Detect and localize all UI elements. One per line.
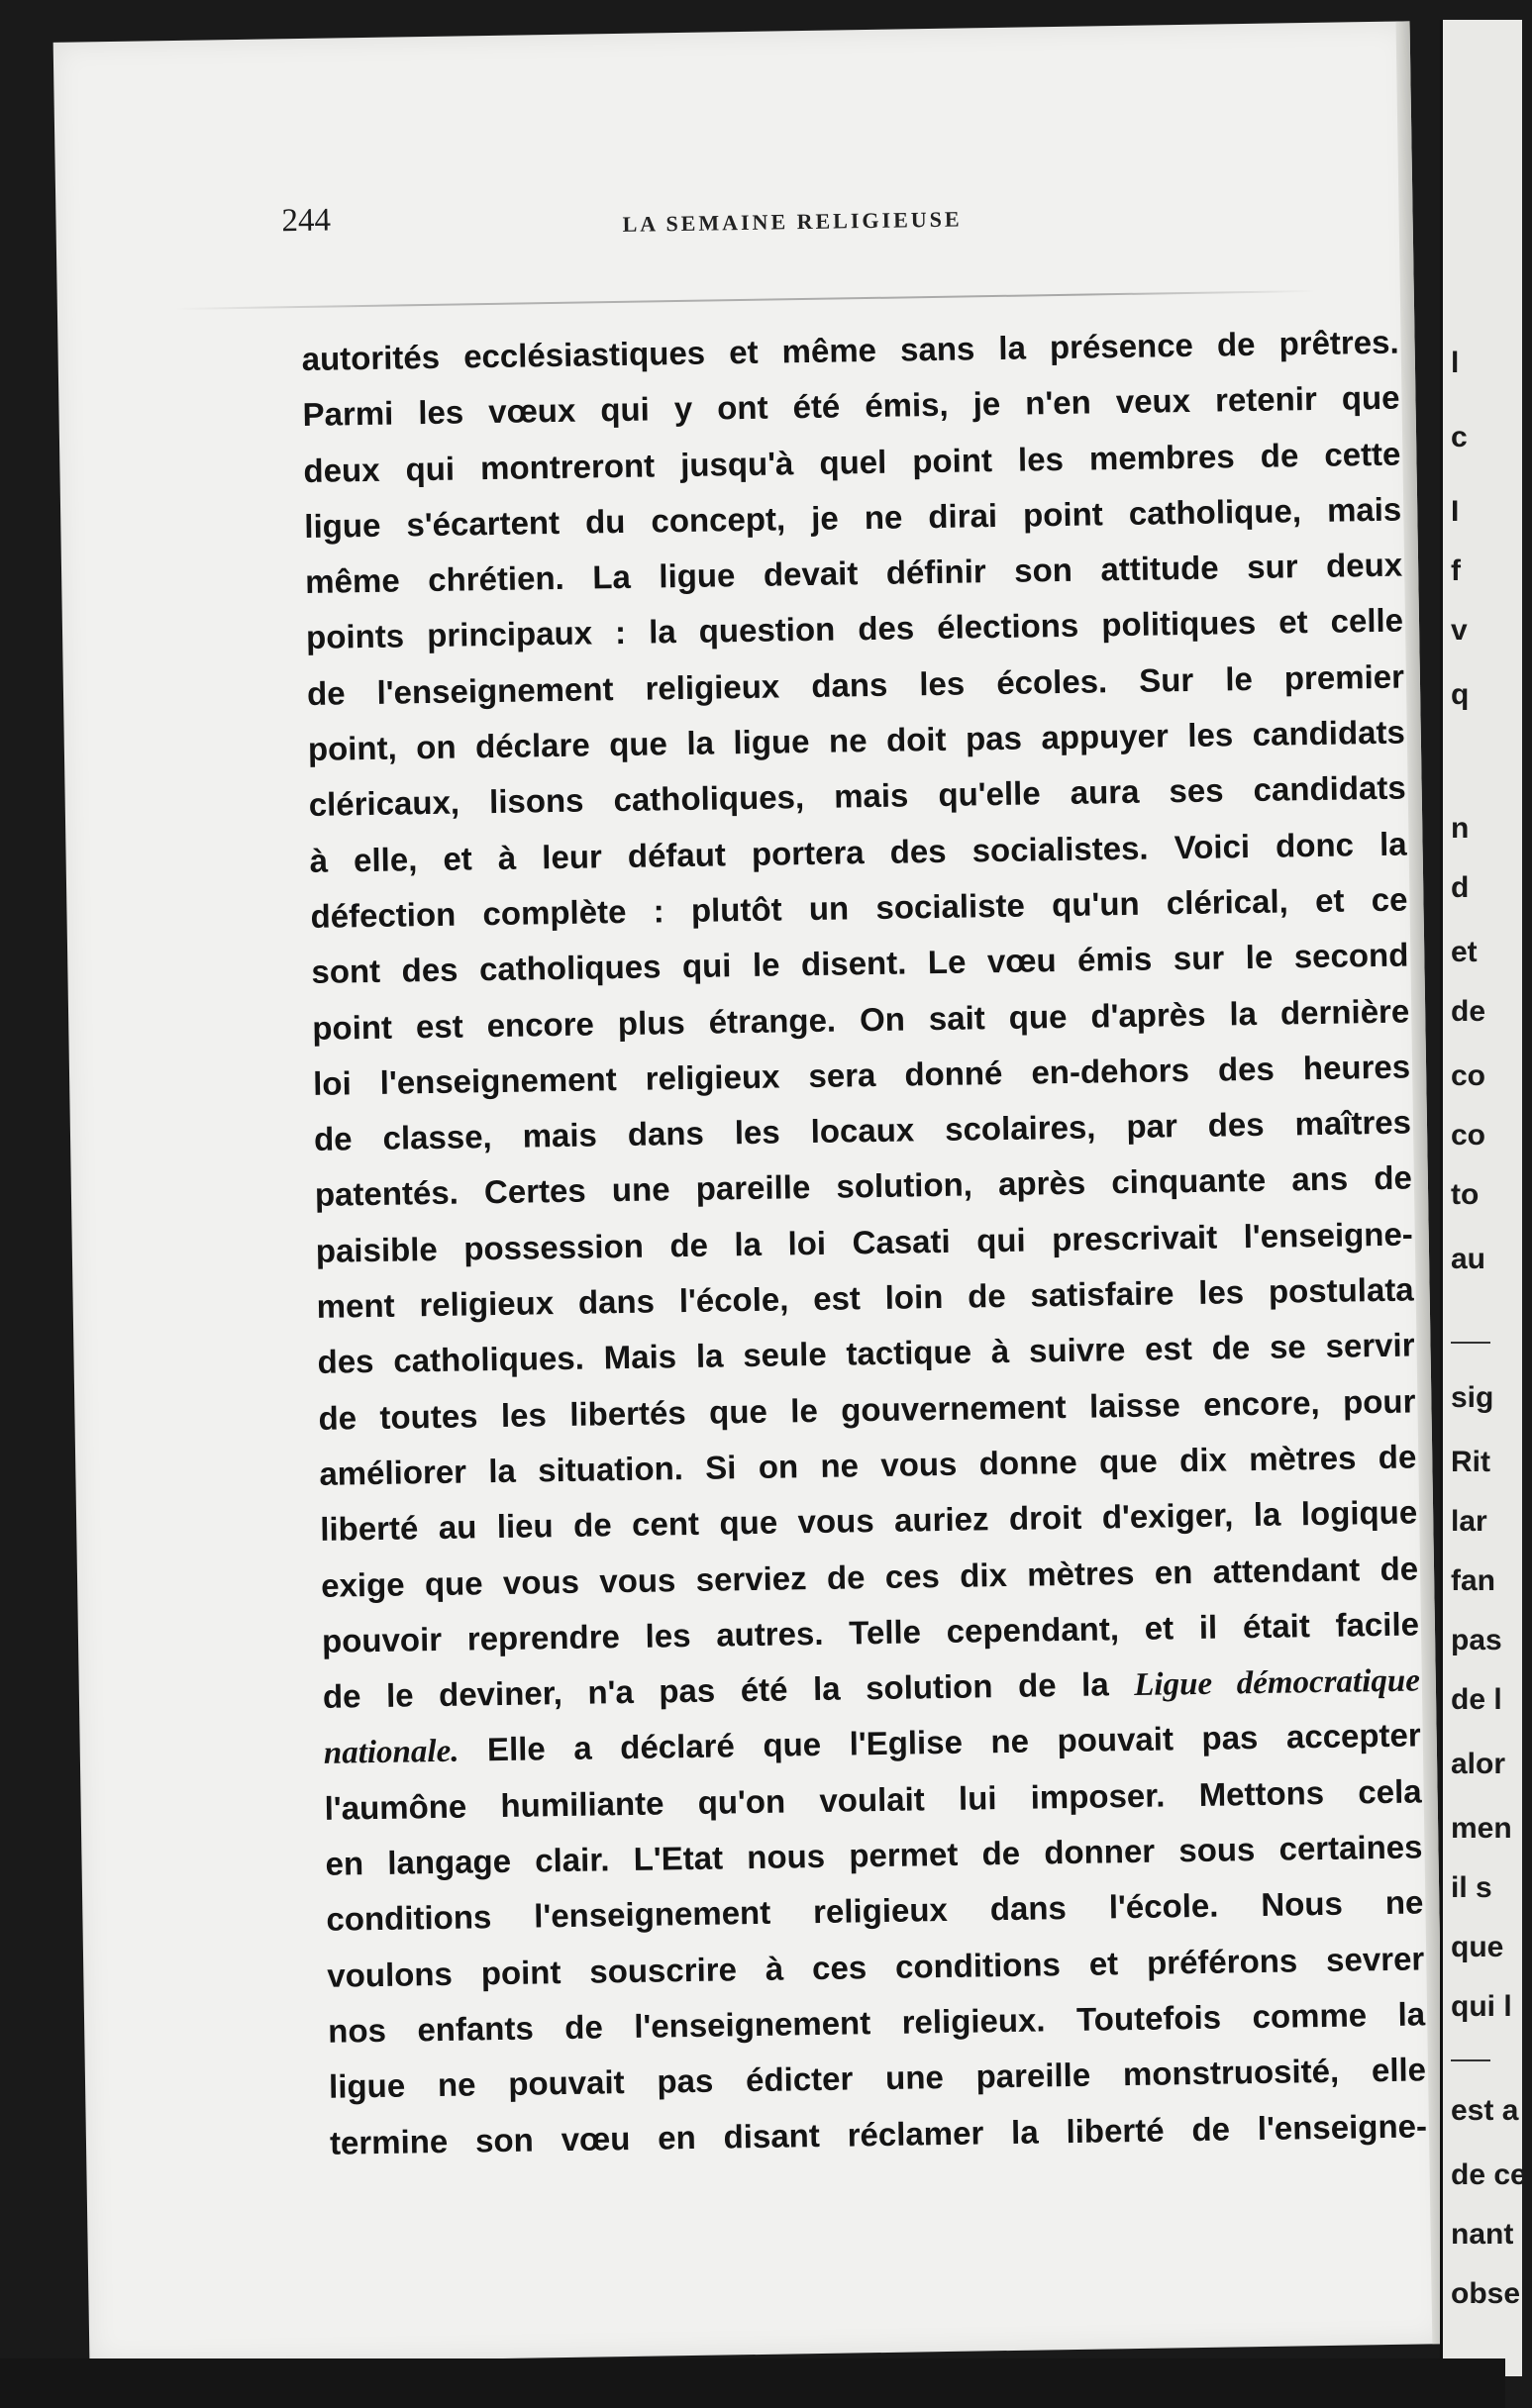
text-line: point, on déclare que la ligue ne doit pas appuyer les candidats [307, 713, 1406, 768]
text-line-segment: Elle a déclaré que l'Eglise ne pouvait pas accepter [459, 1716, 1421, 1769]
text-line: de classe, mais dans les locaux scolaires, par des maîtres [313, 1103, 1412, 1158]
text-line: ment religieux dans l'école, est loin de satisfaire les postulata [316, 1270, 1414, 1325]
text-line: améliorer la situation. Si on ne vous donne que dix mètres de [319, 1438, 1417, 1492]
text-line: point est encore plus étrange. On sait que d'après la dernière [312, 992, 1410, 1047]
text-line: pouvoir reprendre les autres. Telle cependant, et il était facile [321, 1605, 1420, 1659]
text-line: exige que vous vous serviez de ces dix mètres en attendant de [320, 1549, 1419, 1604]
next-page-text-fragment: fan [1451, 1564, 1495, 1597]
text-line: en langage clair. L'Etat nous permet de donner sous certaines [325, 1828, 1423, 1882]
text-line: sont des catholiques qui le disent. Le vœu émis sur le second [311, 936, 1409, 991]
text-line: de l'enseignement religieux dans les écoles. Sur le premier [306, 657, 1405, 712]
next-page-text-fragment: de [1451, 995, 1486, 1028]
next-page-text-fragment: alor [1451, 1748, 1506, 1780]
text-line: autorités ecclésiastiques et même sans la présence de prêtres. [301, 323, 1399, 377]
text-line: Parmi les vœux qui y ont été émis, je n'en veux retenir que [302, 378, 1400, 434]
text-line: cléricaux, lisons catholiques, mais qu'elle aura ses candidats [308, 768, 1406, 824]
next-page-text-fragment: obser [1451, 2277, 1532, 2310]
next-page-text-fragment: que [1451, 1931, 1504, 1963]
next-page-text-fragment: et [1451, 936, 1478, 968]
next-page-rule [1451, 1342, 1490, 1344]
body-text [301, 315, 1427, 2171]
text-line: nos enfants de l'enseignement religieux. Toutefois comme la [327, 1995, 1426, 2050]
text-line: patentés. Certes une pareille solution, après cinquante ans de [314, 1158, 1413, 1214]
text-line: deux qui montreront jusqu'à quel point les membres de cette [303, 435, 1401, 489]
italic-league-name: Ligue démocratique [1133, 1662, 1421, 1704]
running-title: LA SEMAINE RELIGIEUSE [622, 206, 963, 237]
next-page-text-fragment: n [1451, 812, 1470, 845]
next-page-text-fragment: d [1451, 871, 1470, 904]
next-page-text-fragment: de ce [1451, 2158, 1527, 2191]
text-line: à elle, et à leur défaut portera des socialistes. Voici donc la [309, 825, 1407, 879]
text-line: même chrétien. La ligue devait définir son attitude sur deux [304, 546, 1403, 601]
book-page [53, 21, 1447, 2364]
text-line: ligue ne pouvait pas édicter une pareille monstruosité, elle [328, 2051, 1427, 2105]
header-rule [176, 290, 1315, 310]
next-page-text-fragment: qui l [1451, 1990, 1512, 2023]
text-line: l'aumône humiliante qu'on voulait lui imposer. Mettons cela [324, 1772, 1422, 1827]
next-page-text-fragment: est a [1451, 2094, 1519, 2127]
page-header [281, 187, 1312, 272]
next-page-text-fragment: il s [1451, 1871, 1492, 1904]
next-page-text-fragment: Rit [1451, 1446, 1490, 1478]
italic-league-name-end: nationale. [323, 1734, 460, 1772]
text-line-segment: de le deviner, n'a pas été la solution de la [322, 1665, 1109, 1715]
next-page-text-fragment: to [1451, 1178, 1480, 1211]
next-page-edge [1440, 20, 1532, 2376]
next-page-text-fragment: f [1451, 554, 1461, 587]
text-line: défection complète : plutôt un socialiste qu'un clérical, et ce [310, 880, 1408, 935]
next-page-text-fragment: c [1451, 421, 1468, 453]
next-page-text-fragment: v [1451, 614, 1468, 647]
next-page-text-fragment: nant [1451, 2218, 1514, 2251]
next-page-text-fragment: pas [1451, 1624, 1502, 1656]
text-line: conditions l'enseignement religieux dans l'école. Nous ne [326, 1883, 1424, 1939]
next-page-text-fragment: au [1451, 1243, 1486, 1275]
text-line: liberté au lieu de cent que vous auriez droit d'exiger, la logique [319, 1493, 1418, 1549]
text-line: paisible possession de la loi Casati qui prescrivait l'enseigne- [315, 1215, 1414, 1269]
text-line: de toutes les libertés que le gouvernement laisse encore, pour [318, 1382, 1416, 1437]
next-page-text-fragment: sig [1451, 1381, 1494, 1414]
text-line: loi l'enseignement religieux sera donné en-dehors des heures [312, 1048, 1411, 1102]
next-page-text-fragment: I [1451, 495, 1460, 528]
text-line: voulons point souscrire à ces conditions et préférons sevrer [327, 1940, 1425, 1994]
next-page-text-fragment: co [1451, 1119, 1486, 1152]
next-page-text-fragment: co [1451, 1059, 1486, 1092]
next-page-rule [1451, 2059, 1490, 2061]
next-page-text-fragment: men [1451, 1812, 1512, 1845]
scan-border [0, 2358, 1505, 2408]
next-page-text-fragment: de l [1451, 1683, 1502, 1716]
next-page-text-fragment: lar [1451, 1505, 1487, 1538]
text-line: ligue s'écartent du concept, je ne dirai point catholique, mais [304, 490, 1402, 545]
text-line: termine son vœu en disant réclamer la liberté de l'enseigne- [329, 2106, 1428, 2161]
text-line: des catholiques. Mais la seule tactique à suivre est de se servir [317, 1326, 1415, 1381]
page-number: 244 [281, 202, 332, 240]
text-line: points principaux : la question des élections politiques et celle [305, 602, 1404, 656]
next-page-text-fragment: l [1451, 347, 1460, 379]
next-page-text-fragment: q [1451, 678, 1470, 711]
